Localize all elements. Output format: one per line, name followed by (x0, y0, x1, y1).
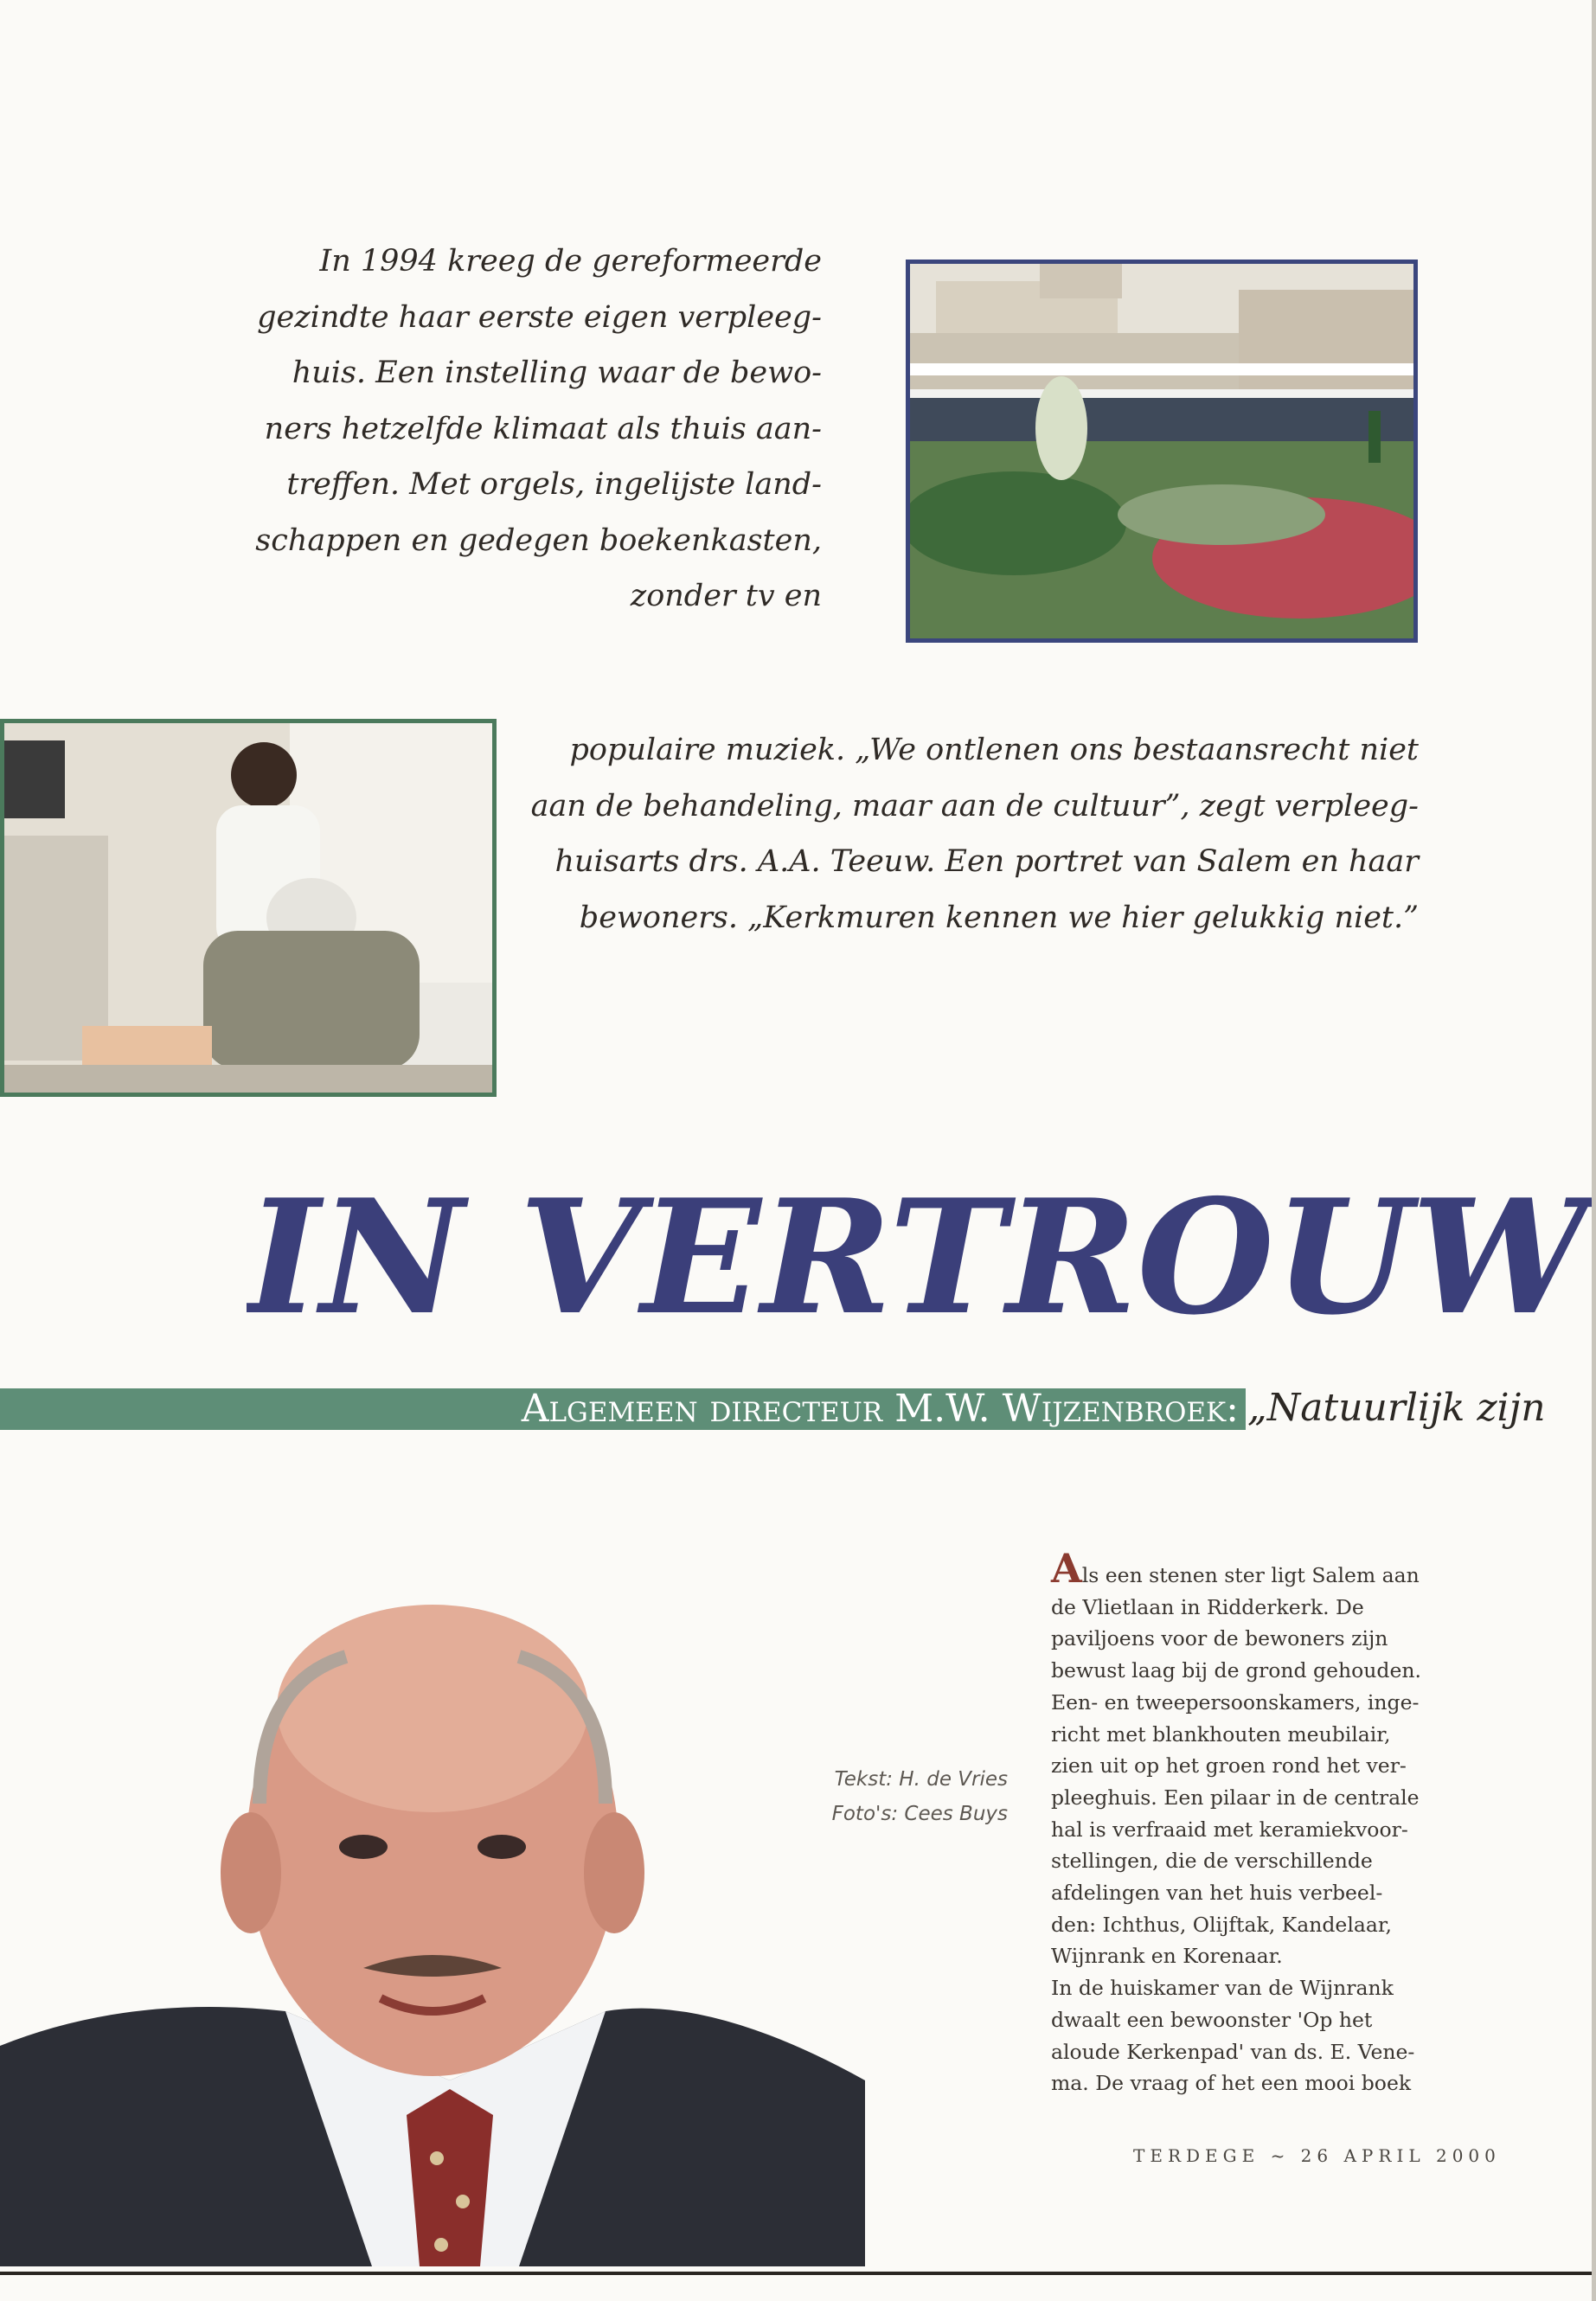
body-line: aloude Kerkenpad' van ds. E. Vene- (1051, 2039, 1415, 2064)
intro-line: huisarts drs. A.A. Teeuw. Een portret van Salem en haar (554, 844, 1419, 879)
subtitle-label: Algemeen directeur M.W. Wijzenbroek: (521, 1387, 1239, 1431)
body-line: Een- en tweepersoonskamers, inge- (1051, 1689, 1420, 1715)
bottom-rule (0, 2272, 1596, 2275)
credit-photos: Foto's: Cees Buys (831, 1803, 1008, 1825)
body-line: Wijnrank en Korenaar. (1051, 1944, 1283, 1969)
body-line: paviljoens voor de bewoners zijn (1051, 1626, 1388, 1651)
body-line: bewust laag bij de grond gehouden. (1051, 1658, 1421, 1683)
intro-line: gezindte haar eerste eigen verpleeg- (257, 299, 822, 335)
drop-cap: A (1051, 1545, 1082, 1592)
headline: IN VERTROUW (247, 1175, 1589, 1339)
intro-text-bottom (519, 722, 1419, 945)
intro-line: schappen en gedegen boekenkasten, (255, 522, 822, 558)
body-line: pleeghuis. Een pilaar in de centrale (1051, 1785, 1420, 1810)
page-edge (1592, 0, 1596, 2301)
portrait-illustration (0, 1561, 969, 2266)
intro-line: ners hetzelfde klimaat als thuis aan- (264, 411, 822, 446)
body-line: hal is verfraaid met keramiekvoor- (1051, 1817, 1408, 1842)
body-line: dwaalt een bewoonster 'Op het (1051, 2007, 1373, 2032)
nurse-illustration (4, 723, 492, 1093)
body-first-line-rest: ls een stenen ster ligt Salem aan (1081, 1563, 1420, 1587)
nurse-photo (0, 719, 497, 1097)
body-line: In de huiskamer van de Wijnrank (1051, 1976, 1394, 2001)
body-line: stellingen, die de verschillende (1051, 1849, 1373, 1874)
intro-line: In 1994 kreeg de gereformeerde (319, 244, 822, 279)
credits (761, 1762, 1008, 1831)
intro-text-top (225, 234, 822, 625)
building-photo (906, 260, 1418, 643)
body-line: den: Ichthus, Olijftak, Kandelaar, (1051, 1912, 1392, 1937)
intro-line: aan de behandeling, maar aan de cultuur”, zegt verpleeg- (530, 788, 1419, 824)
body-line: zien uit op het groen rond het ver- (1051, 1753, 1407, 1779)
body-text (1051, 1545, 1492, 2099)
intro-line: huis. Een instelling waar de bewo- (292, 356, 822, 390)
portrait-photo (0, 1561, 969, 2266)
credit-text: Tekst: H. de Vries (834, 1768, 1008, 1791)
body-line: afdelingen van het huis verbeel- (1051, 1881, 1383, 1906)
body-line: ma. De vraag of het een mooi boek (1051, 2071, 1412, 2096)
intro-line: populaire muziek. „We ontlenen ons bestaansrecht niet (569, 733, 1419, 767)
body-line: richt met blankhouten meubilair, (1051, 1721, 1391, 1747)
page-footer: TERDEGE ~ 26 APRIL 2000 (1133, 2145, 1501, 2166)
building-illustration (910, 264, 1413, 638)
body-first-line (1051, 1545, 1492, 1592)
body-line: de Vlietlaan in Ridderkerk. De (1051, 1594, 1364, 1619)
intro-line: bewoners. „Kerkmuren kennen we hier gelukkig niet.” (579, 900, 1419, 935)
subtitle-quote: „Natuurlijk zijn (1247, 1386, 1546, 1430)
intro-line: treffen. Met orgels, ingelijste land- (286, 467, 822, 502)
intro-line: zonder tv en (630, 579, 822, 613)
